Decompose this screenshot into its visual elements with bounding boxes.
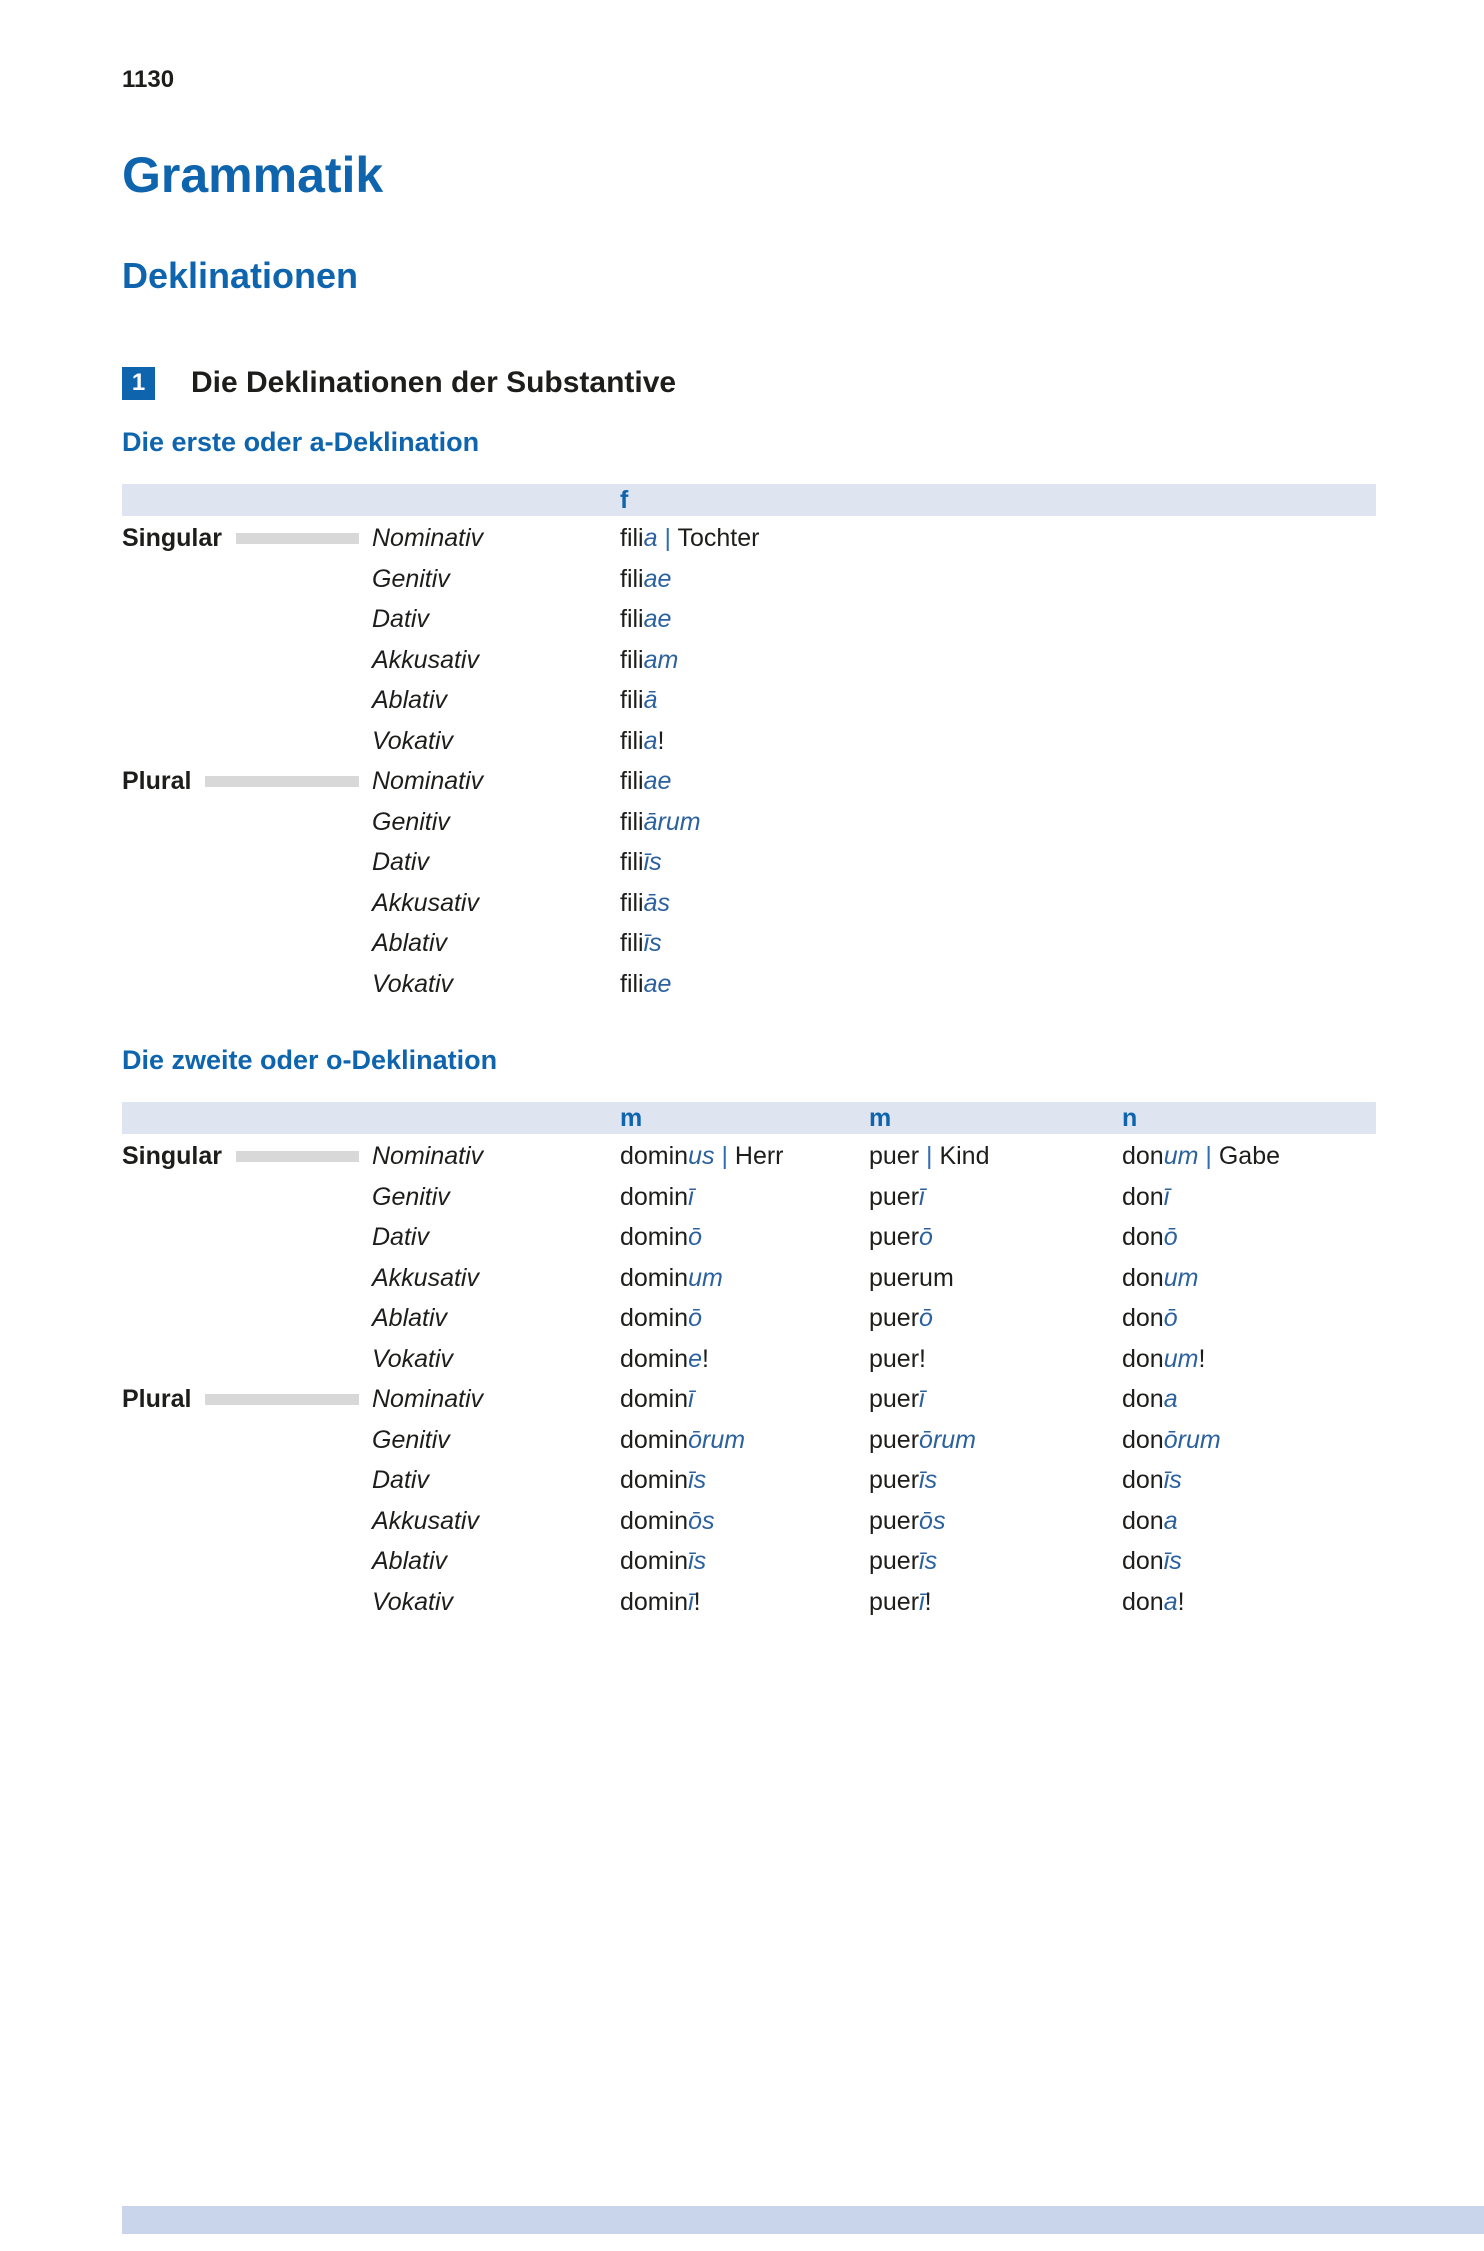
word-text: don [1122,1506,1164,1535]
word-text: don [1122,1182,1164,1211]
declension-row [122,1460,1376,1501]
word-text: domin [620,1263,689,1292]
word-text: Tochter [677,524,760,552]
latin-form [620,1460,706,1501]
word-text: don [1122,1466,1164,1494]
word-text: fili [620,524,644,552]
word-text: don [1122,1263,1164,1292]
latin-form [620,1582,701,1623]
section-title: Die Deklinationen der Substantive [191,366,677,399]
case-ending: um [688,1263,723,1292]
case-ending: īs [688,1547,707,1575]
word-text: domin [620,1344,689,1373]
case-ending: ōrum [688,1425,746,1454]
latin-form [620,802,701,843]
declension-row [122,883,1376,924]
word-text: puerum [869,1263,954,1292]
latin-form [869,1217,933,1258]
case-label: Akkusativ [372,1263,479,1292]
word-text: puer [869,1385,920,1413]
latin-form [620,1420,745,1461]
latin-form [620,1217,702,1258]
latin-form [1122,1541,1182,1582]
number-group-cell [122,518,359,559]
latin-form [1122,1177,1169,1218]
latin-form [620,761,671,802]
declension-row [122,640,1376,681]
word-text: ! [657,726,665,755]
latin-form [869,1339,926,1380]
word-text: puer [869,1304,920,1332]
latin-form [1122,1420,1221,1461]
latin-form [1122,1298,1178,1339]
word-text: domin [620,1466,689,1494]
latin-form [1122,1217,1178,1258]
case-label: Genitiv [372,807,450,836]
case-ending: ī [688,1182,694,1211]
word-text: fili [620,564,644,593]
declension-table-o [122,1102,1376,1642]
case-label: Dativ [372,605,429,633]
word-text: don [1122,1344,1164,1373]
group-rule-bar [236,533,359,544]
latin-form [1122,1258,1198,1299]
case-ending: um [1163,1263,1199,1292]
word-text: puer [869,1142,920,1170]
declension-row [122,1501,1376,1542]
declension-row [122,680,1376,721]
word-text: don [1122,1547,1164,1575]
case-label: Ablativ [372,929,448,957]
word-text: ! [1177,1587,1185,1616]
declension-row [122,518,1376,559]
gender-label: f [620,486,629,514]
word-text: puer! [869,1344,926,1373]
declension-row [122,802,1376,843]
number-label: Singular [122,1142,223,1170]
case-label: Vokativ [372,1344,454,1373]
case-label: Ablativ [372,686,448,714]
number-label: Singular [122,524,223,552]
case-ending: e [688,1344,702,1373]
translation-separator: | [657,524,678,552]
declension-row [122,842,1376,883]
case-ending: ās [643,888,671,917]
section-number-box: 1 [122,367,155,400]
gender-header-band [122,1102,1376,1134]
number-label: Plural [122,1385,192,1413]
latin-form [1122,1582,1185,1623]
case-ending: īs [688,1466,707,1494]
case-ending: ārum [643,807,701,836]
word-text: domin [620,1385,689,1413]
case-label: Vokativ [372,726,454,755]
latin-form [869,1379,925,1420]
case-ending: ae [643,969,672,998]
case-ending: a [1163,1587,1178,1616]
latin-form [620,518,759,559]
translation-separator: | [1198,1142,1219,1170]
case-label: Nominativ [372,1385,484,1413]
translation-separator: | [919,1142,940,1170]
latin-form [620,640,678,681]
case-label: Akkusativ [372,888,479,917]
case-label: Ablativ [372,1304,448,1332]
latin-form [620,923,662,964]
latin-form [620,1177,694,1218]
word-text: don [1122,1304,1164,1332]
case-ending: ī [688,1587,694,1616]
case-ending: am [643,645,679,674]
word-text: fili [620,848,644,876]
latin-form [620,964,671,1005]
case-ending: ō [919,1223,933,1251]
case-ending: a [643,726,658,755]
latin-form [620,1339,709,1380]
word-text: fili [620,929,644,957]
latin-form [620,559,671,600]
case-ending: ae [643,564,672,593]
word-text: domin [620,1182,689,1211]
declension-row [122,1541,1376,1582]
number-group-cell [122,761,359,802]
case-label: Genitiv [372,564,450,593]
word-text: domin [620,1547,689,1575]
latin-form [620,1258,723,1299]
case-ending: ī [688,1385,694,1413]
word-text: Kind [939,1142,990,1170]
latin-form [620,599,671,640]
latin-form [620,1541,706,1582]
word-text: fili [620,645,644,674]
declension-row [122,1379,1376,1420]
case-ending: us [688,1142,715,1170]
word-text: fili [620,888,644,917]
declension-row [122,761,1376,802]
word-text: fili [620,726,644,755]
latin-form [869,1420,976,1461]
gender-label: n [1122,1104,1138,1132]
declension-row [122,1258,1376,1299]
latin-form [620,842,662,883]
case-ending: īs [1163,1547,1182,1575]
latin-form [620,1501,715,1542]
case-label: Genitiv [372,1425,450,1454]
case-ending: a [1163,1385,1178,1413]
latin-form [869,1258,954,1299]
group-rule-bar [236,1151,359,1162]
word-text: puer [869,1466,920,1494]
case-label: Dativ [372,1223,429,1251]
word-text: fili [620,686,644,714]
word-text: domin [620,1587,689,1616]
case-ending: um [1163,1344,1199,1373]
latin-form [620,680,658,721]
case-ending: ā [643,686,658,714]
latin-form [620,721,664,762]
case-label: Dativ [372,848,429,876]
case-label: Akkusativ [372,1506,479,1535]
page-title: Grammatik [122,147,384,203]
page-number: 1130 [122,66,175,93]
word-text: domin [620,1142,689,1170]
case-label: Ablativ [372,1547,448,1575]
latin-form [869,1582,932,1623]
latin-form [1122,1379,1178,1420]
number-group-cell [122,1379,359,1420]
declension-row [122,599,1376,640]
case-ending: ī [1163,1182,1170,1211]
word-text: puer [869,1587,920,1616]
declension-row [122,923,1376,964]
case-ending: a [643,524,658,552]
case-ending: ōs [919,1506,946,1535]
word-text: fili [620,969,644,998]
case-ending: ō [1163,1304,1178,1332]
declension-table-a [122,484,1376,1024]
case-label: Nominativ [372,767,484,795]
word-text: domin [620,1223,689,1251]
case-ending: ōrum [919,1425,977,1454]
word-text: don [1122,1223,1164,1251]
declension-row [122,721,1376,762]
case-ending: īs [1163,1466,1182,1494]
o-declension-heading: Die zweite oder o-Deklination [122,1045,498,1075]
word-text: puer [869,1182,920,1211]
declension-row [122,1136,1376,1177]
word-text: puer [869,1547,920,1575]
latin-form [620,1379,694,1420]
word-text: domin [620,1304,689,1332]
case-ending: īs [643,929,662,957]
gender-label: m [620,1104,643,1132]
case-ending: ō [1163,1223,1178,1251]
section-heading [122,366,676,400]
case-ending: īs [919,1466,938,1494]
declension-row [122,1217,1376,1258]
word-text: Herr [734,1142,784,1170]
latin-form [1122,1136,1280,1177]
word-text: puer [869,1425,920,1454]
case-label: Dativ [372,1466,429,1494]
word-text: fili [620,605,644,633]
word-text: ! [702,1344,709,1373]
latin-form [869,1501,945,1542]
word-text: fili [620,807,644,836]
latin-form [620,1136,784,1177]
case-ending: ī [919,1182,925,1211]
latin-form [869,1298,933,1339]
word-text: don [1122,1587,1164,1616]
declension-row [122,1420,1376,1461]
group-rule-bar [205,776,359,787]
latin-form [869,1541,937,1582]
word-text: puer [869,1223,920,1251]
number-group-cell [122,1136,359,1177]
word-text: ! [1198,1344,1206,1373]
translation-separator: | [714,1142,735,1170]
case-label: Genitiv [372,1182,450,1211]
declension-row [122,1177,1376,1218]
case-ending: ō [919,1304,933,1332]
case-ending: ōs [688,1506,715,1535]
case-ending: ae [643,605,672,633]
case-ending: um [1163,1142,1199,1170]
word-text: ! [693,1587,701,1616]
word-text: Gabe [1218,1142,1281,1170]
case-ending: ae [643,767,672,795]
latin-form [869,1460,937,1501]
case-ending: īs [919,1547,938,1575]
word-text: domin [620,1425,689,1454]
case-label: Vokativ [372,1587,454,1616]
declension-row [122,1582,1376,1623]
latin-form [1122,1501,1178,1542]
case-label: Vokativ [372,969,454,998]
case-ending: a [1163,1506,1178,1535]
case-ending: īs [643,848,662,876]
latin-form [1122,1339,1205,1380]
word-text: domin [620,1506,689,1535]
group-rule-bar [205,1394,359,1405]
next-table-header-band-cutoff [122,2206,1484,2234]
declension-row [122,1298,1376,1339]
latin-form [869,1177,925,1218]
word-text: don [1122,1385,1164,1413]
word-text: don [1122,1425,1164,1454]
word-text: ! [924,1587,932,1616]
word-text: fili [620,767,644,795]
chapter-title: Deklinationen [122,255,359,296]
latin-form [1122,1460,1182,1501]
case-ending: ō [688,1223,702,1251]
latin-form [620,883,670,924]
case-label: Nominativ [372,524,484,552]
latin-form [869,1136,989,1177]
declension-row [122,559,1376,600]
case-ending: ī [919,1587,925,1616]
word-text: don [1122,1142,1164,1170]
gender-header-band [122,484,1376,516]
case-label: Akkusativ [372,645,479,674]
declension-row [122,964,1376,1005]
number-label: Plural [122,767,192,795]
case-ending: ī [919,1385,925,1413]
latin-form [620,1298,702,1339]
case-ending: ō [688,1304,702,1332]
word-text: puer [869,1506,920,1535]
case-ending: ōrum [1163,1425,1221,1454]
gender-label: m [869,1104,892,1132]
declension-row [122,1339,1376,1380]
a-declension-heading: Die erste oder a-Deklination [122,427,480,457]
case-label: Nominativ [372,1142,484,1170]
